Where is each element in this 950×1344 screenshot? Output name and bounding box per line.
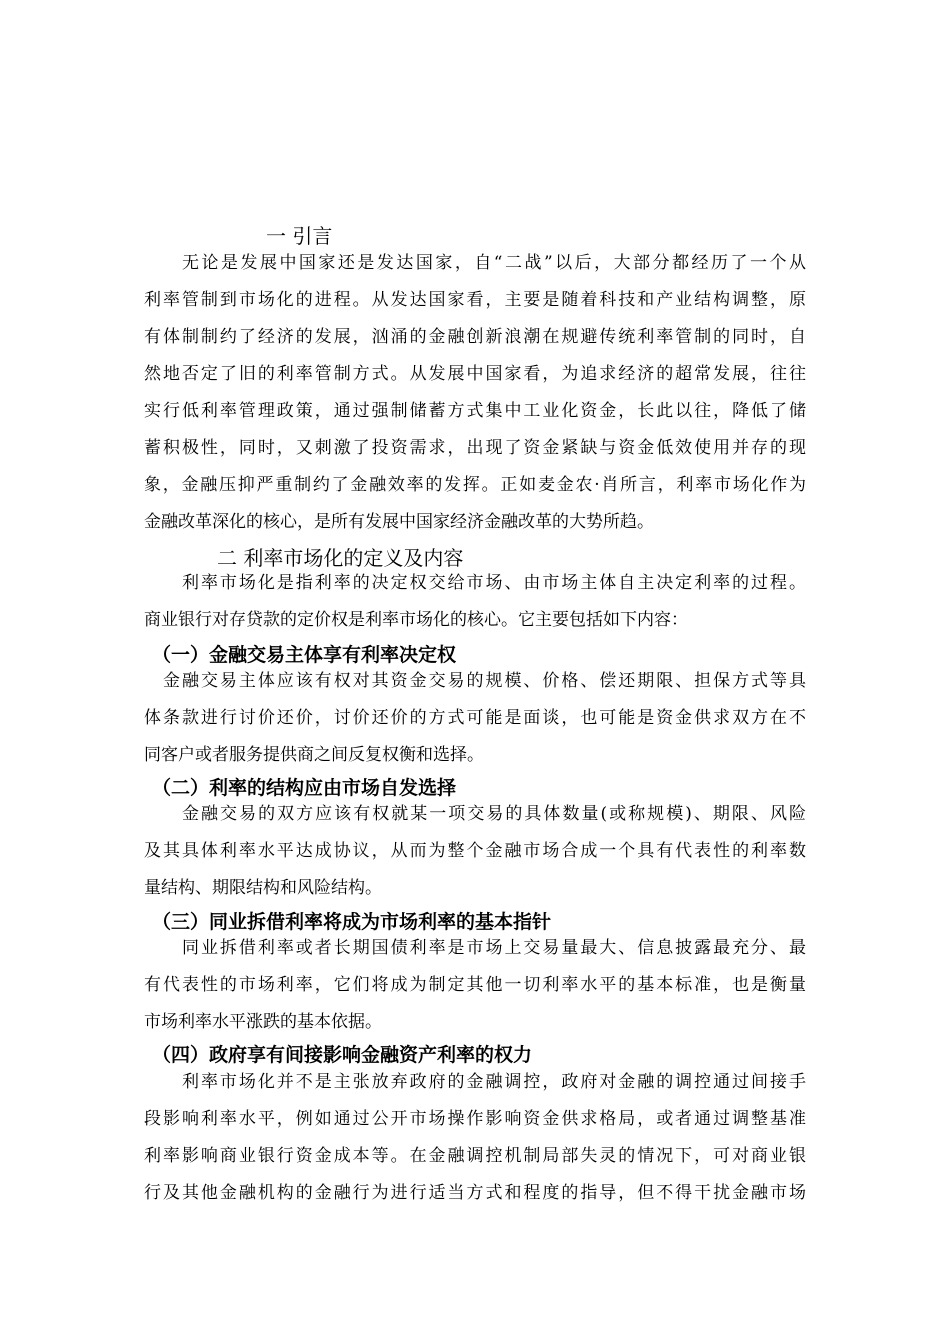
subsection-heading-3: （三）同业拆借利率将成为市场利率的基本指针 bbox=[152, 911, 552, 933]
paragraph-line: 象，金融压抑严重制约了金融效率的发挥。正如麦金农·肖所言，利率市场化作为 bbox=[144, 475, 806, 495]
paragraph-line: 利率市场化是指利率的决定权交给市场、由市场主体自主决定利率的过程。 bbox=[182, 573, 806, 593]
paragraph-line: 量结构、期限结构和风险结构。 bbox=[144, 878, 382, 898]
paragraph-line: 有代表性的市场利率，它们将成为制定其他一切利率水平的基本标准，也是衡量 bbox=[144, 975, 806, 995]
paragraph-line: 实行低利率管理政策，通过强制储蓄方式集中工业化资金，长此以往，降低了储 bbox=[144, 401, 806, 421]
paragraph-line: 然地否定了旧的利率管制方式。从发展中国家看，为追求经济的超常发展，往往 bbox=[144, 364, 806, 384]
paragraph-line: 利率影响商业银行资金成本等。在金融调控机制局部失灵的情况下，可对商业银 bbox=[144, 1146, 806, 1166]
paragraph-line: 同客户或者服务提供商之间反复权衡和选择。 bbox=[144, 745, 484, 765]
paragraph-line: 商业银行对存贷款的定价权是利率市场化的核心。它主要包括如下内容： bbox=[144, 610, 688, 630]
section-heading-introduction: 一 引言 bbox=[266, 224, 333, 248]
paragraph-line: 蓄积极性，同时，又刺激了投资需求，出现了资金紧缺与资金低效使用并存的现 bbox=[144, 438, 806, 458]
subsection-heading-1: （一）金融交易主体享有利率决定权 bbox=[152, 644, 457, 666]
paragraph-line: 市场利率水平涨跌的基本依据。 bbox=[144, 1012, 382, 1032]
paragraph-line: 金融改革深化的核心，是所有发展中国家经济金融改革的大势所趋。 bbox=[144, 512, 654, 532]
paragraph-line: 有体制制约了经济的发展，汹涌的金融创新浪潮在规避传统利率管制的同时，自 bbox=[144, 327, 806, 347]
paragraph-line: 段影响利率水平，例如通过公开市场操作影响资金供求格局，或者通过调整基准 bbox=[144, 1109, 806, 1129]
paragraph-line: 金融交易主体应该有权对其资金交易的规模、价格、偿还期限、担保方式等具 bbox=[163, 671, 806, 691]
paragraph-line: 行及其他金融机构的金融行为进行适当方式和程度的指导，但不得干扰金融市场 bbox=[144, 1183, 806, 1203]
paragraph-line: 同业拆借利率或者长期国债利率是市场上交易量最大、信息披露最充分、最 bbox=[182, 938, 806, 958]
subsection-heading-4: （四）政府享有间接影响金融资产利率的权力 bbox=[152, 1044, 533, 1066]
paragraph-line: 利率市场化并不是主张放弃政府的金融调控，政府对金融的调控通过间接手 bbox=[182, 1072, 806, 1092]
paragraph-line: 金融交易的双方应该有权就某一项交易的具体数量(或称规模)、期限、风险 bbox=[182, 804, 806, 824]
section-heading-definition: 二 利率市场化的定义及内容 bbox=[217, 546, 464, 570]
paragraph-line: 利率管制到市场化的进程。从发达国家看，主要是随着科技和产业结构调整，原 bbox=[144, 290, 806, 310]
paragraph-line: 体条款进行讨价还价，讨价还价的方式可能是面谈，也可能是资金供求双方在不 bbox=[144, 708, 806, 728]
paragraph-line: 及其具体利率水平达成协议，从而为整个金融市场合成一个具有代表性的利率数 bbox=[144, 841, 806, 861]
subsection-heading-2: （二）利率的结构应由市场自发选择 bbox=[152, 777, 457, 799]
paragraph-line: 无论是发展中国家还是发达国家，自“二战”以后，大部分都经历了一个从 bbox=[182, 253, 806, 273]
